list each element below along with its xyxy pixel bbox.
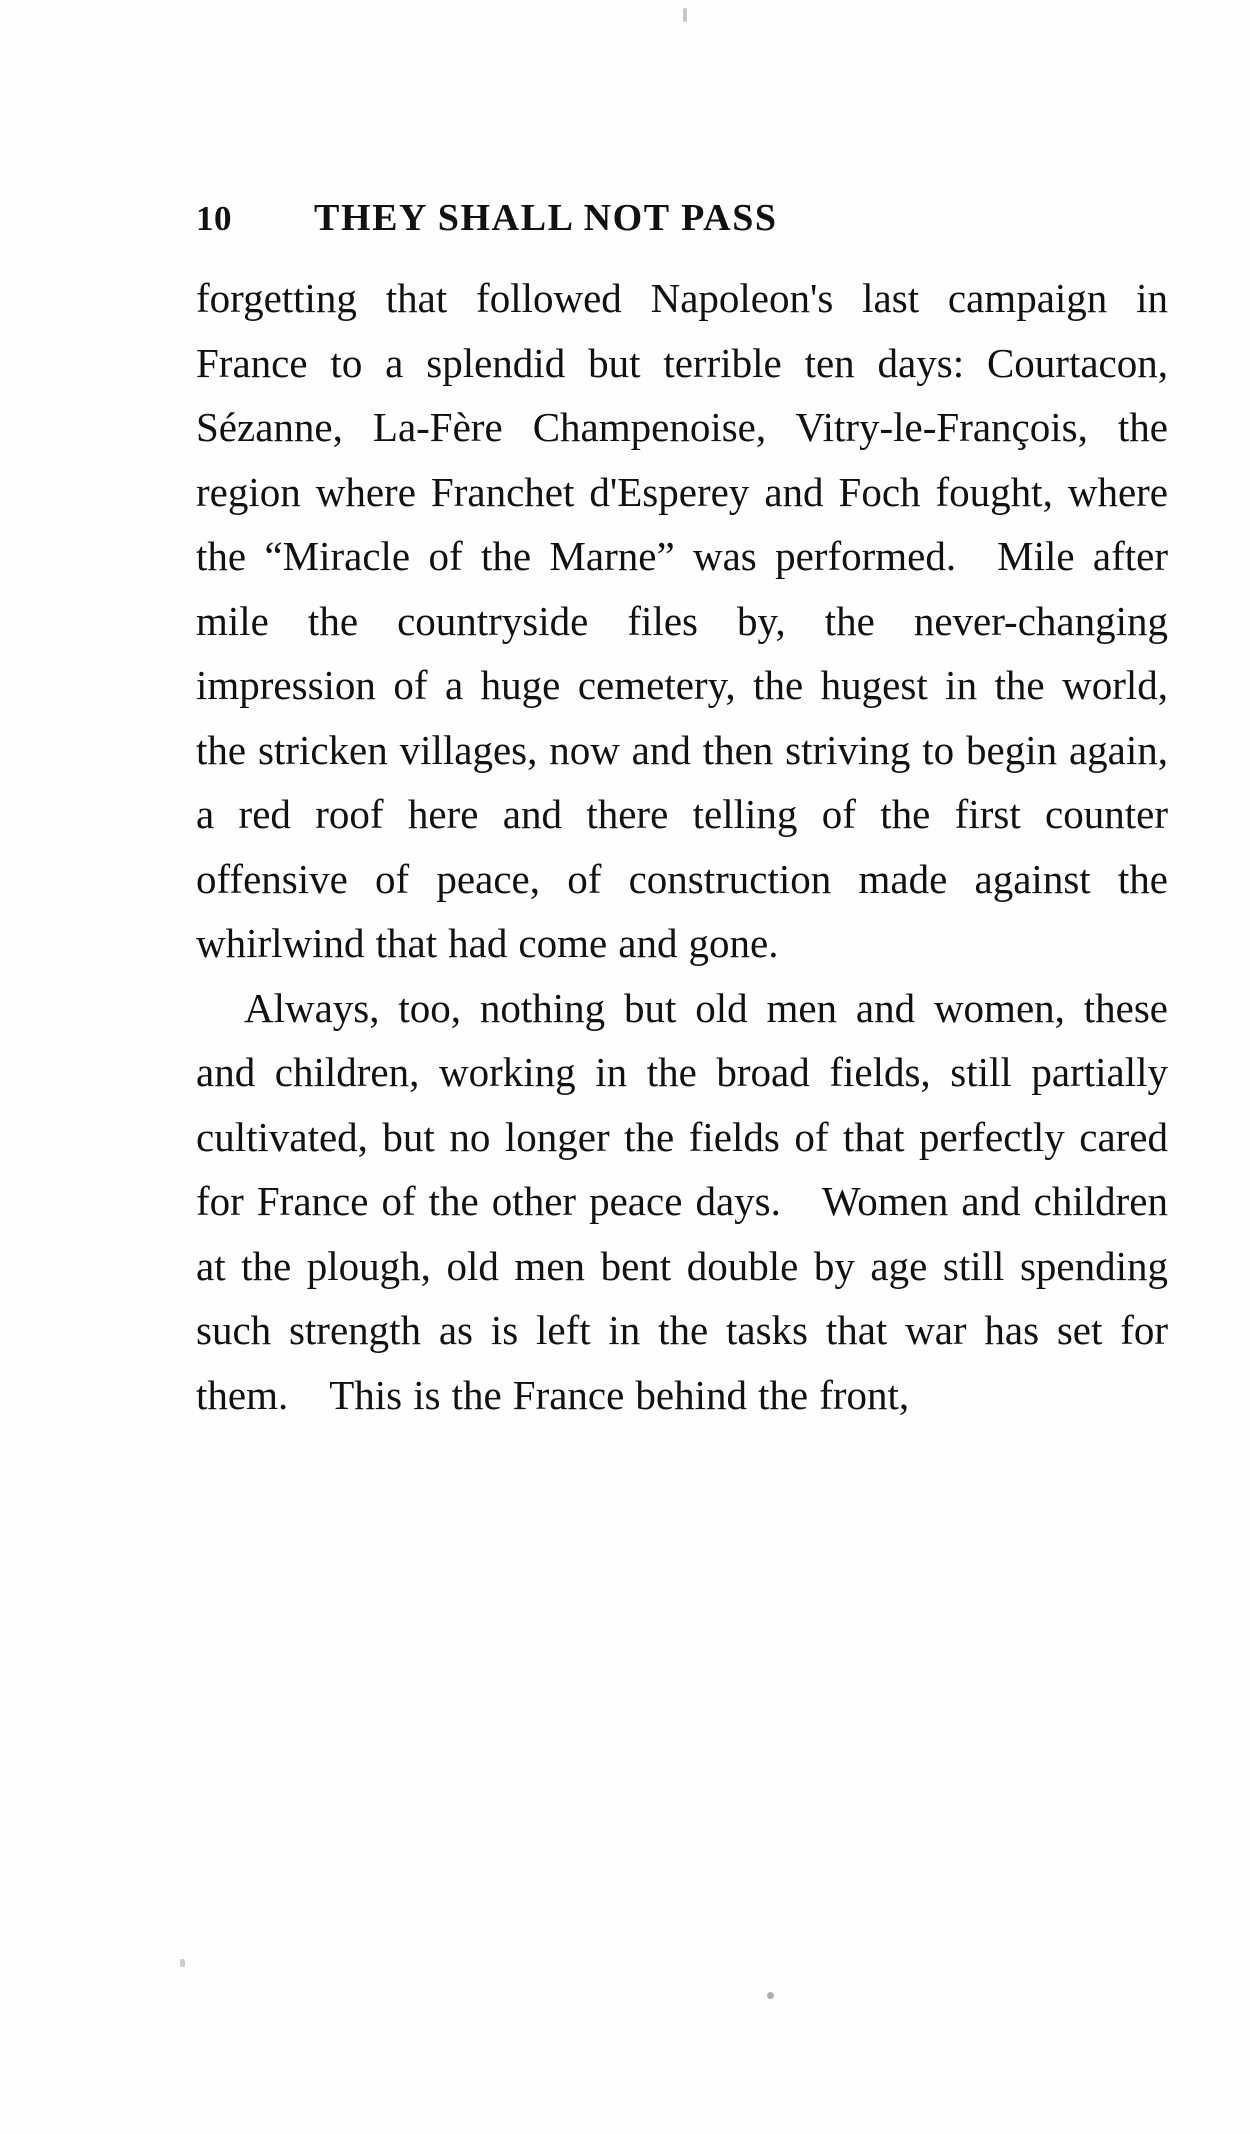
scan-speck-left xyxy=(180,1959,185,1967)
running-head xyxy=(196,196,1168,240)
page-content xyxy=(196,196,1168,1427)
paragraph: forgetting that followed Napoleon's last campaign in France to a splendid but terrible ten days: Courtacon, Sézanne, La-Fère Champenoise, Vitry-le-François, the region where Franchet d'Esperey and Foch fought, where the “Miracle of the Marne” was performed. Mile after mile the countryside files by, the never-changing impression of a huge cemetery, the hugest in the world, the stricken villages, now and then striving to begin again, a red roof here and there telling of the first counter offensive of peace, of construction made against the whirlwind that had come and gone. xyxy=(196,275,1168,966)
scan-speck-center xyxy=(767,1992,774,1999)
scan-speck-top xyxy=(683,8,687,22)
page-number: 10 xyxy=(196,199,232,238)
paragraph: Always, too, nothing but old men and women, these and children, working in the broad fields, still partially cultivated, but no longer the fields of that perfectly cared for France of the other peace days. Women and children at the plough, old men bent double by age still spending such strength as is left in the tasks that war has set for them. This is the France behind the front, xyxy=(196,984,1168,1418)
body-text xyxy=(196,266,1168,1427)
page-title: THEY SHALL NOT PASS xyxy=(314,197,778,239)
